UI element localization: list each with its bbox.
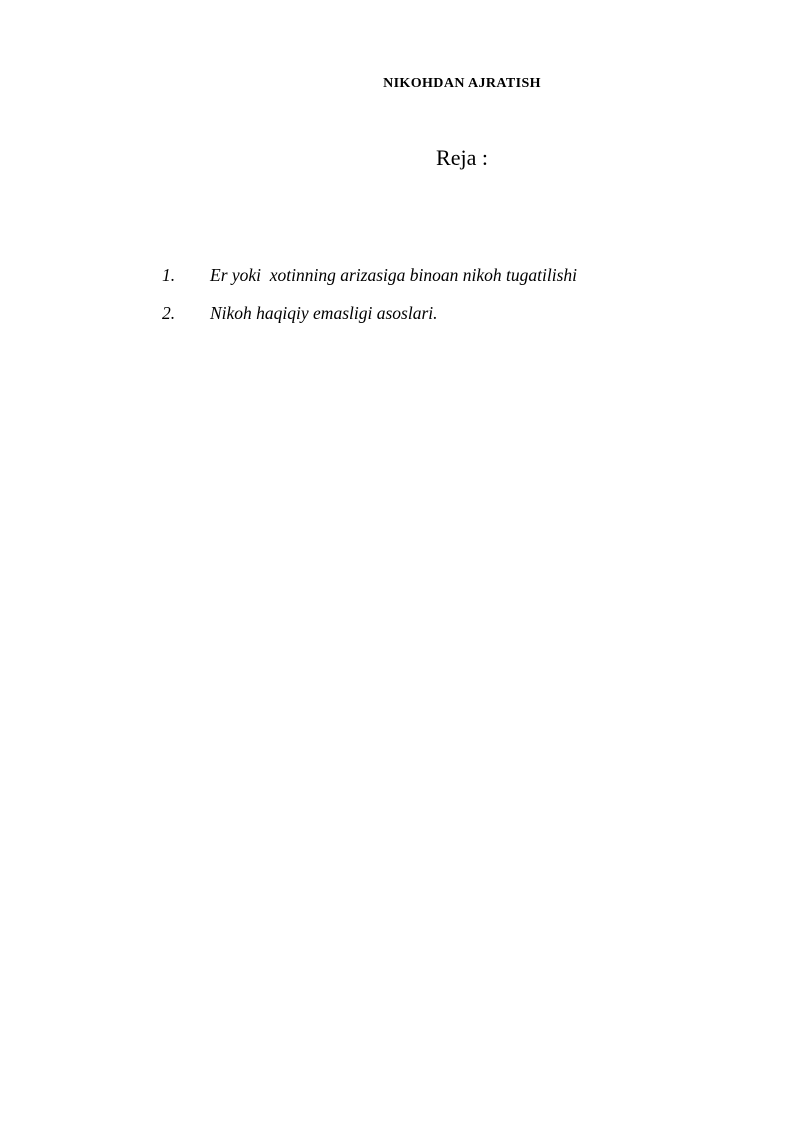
- list-item-number: 1.: [162, 265, 176, 286]
- list-item-text: Nikoh haqiqiy emasligi asoslari.: [210, 303, 438, 324]
- document-content: [0, 0, 800, 325]
- document-subtitle: Reja :: [436, 144, 488, 170]
- plan-list: [162, 265, 762, 325]
- list-item-text: Er yoki xotinning arizasiga binoan nikoh tugatilishi: [210, 265, 578, 286]
- document-title: NIKOHDAN AJRATISH: [383, 76, 541, 91]
- list-item: [162, 303, 762, 325]
- list-item-number: 2.: [162, 303, 176, 324]
- list-item: [162, 265, 762, 287]
